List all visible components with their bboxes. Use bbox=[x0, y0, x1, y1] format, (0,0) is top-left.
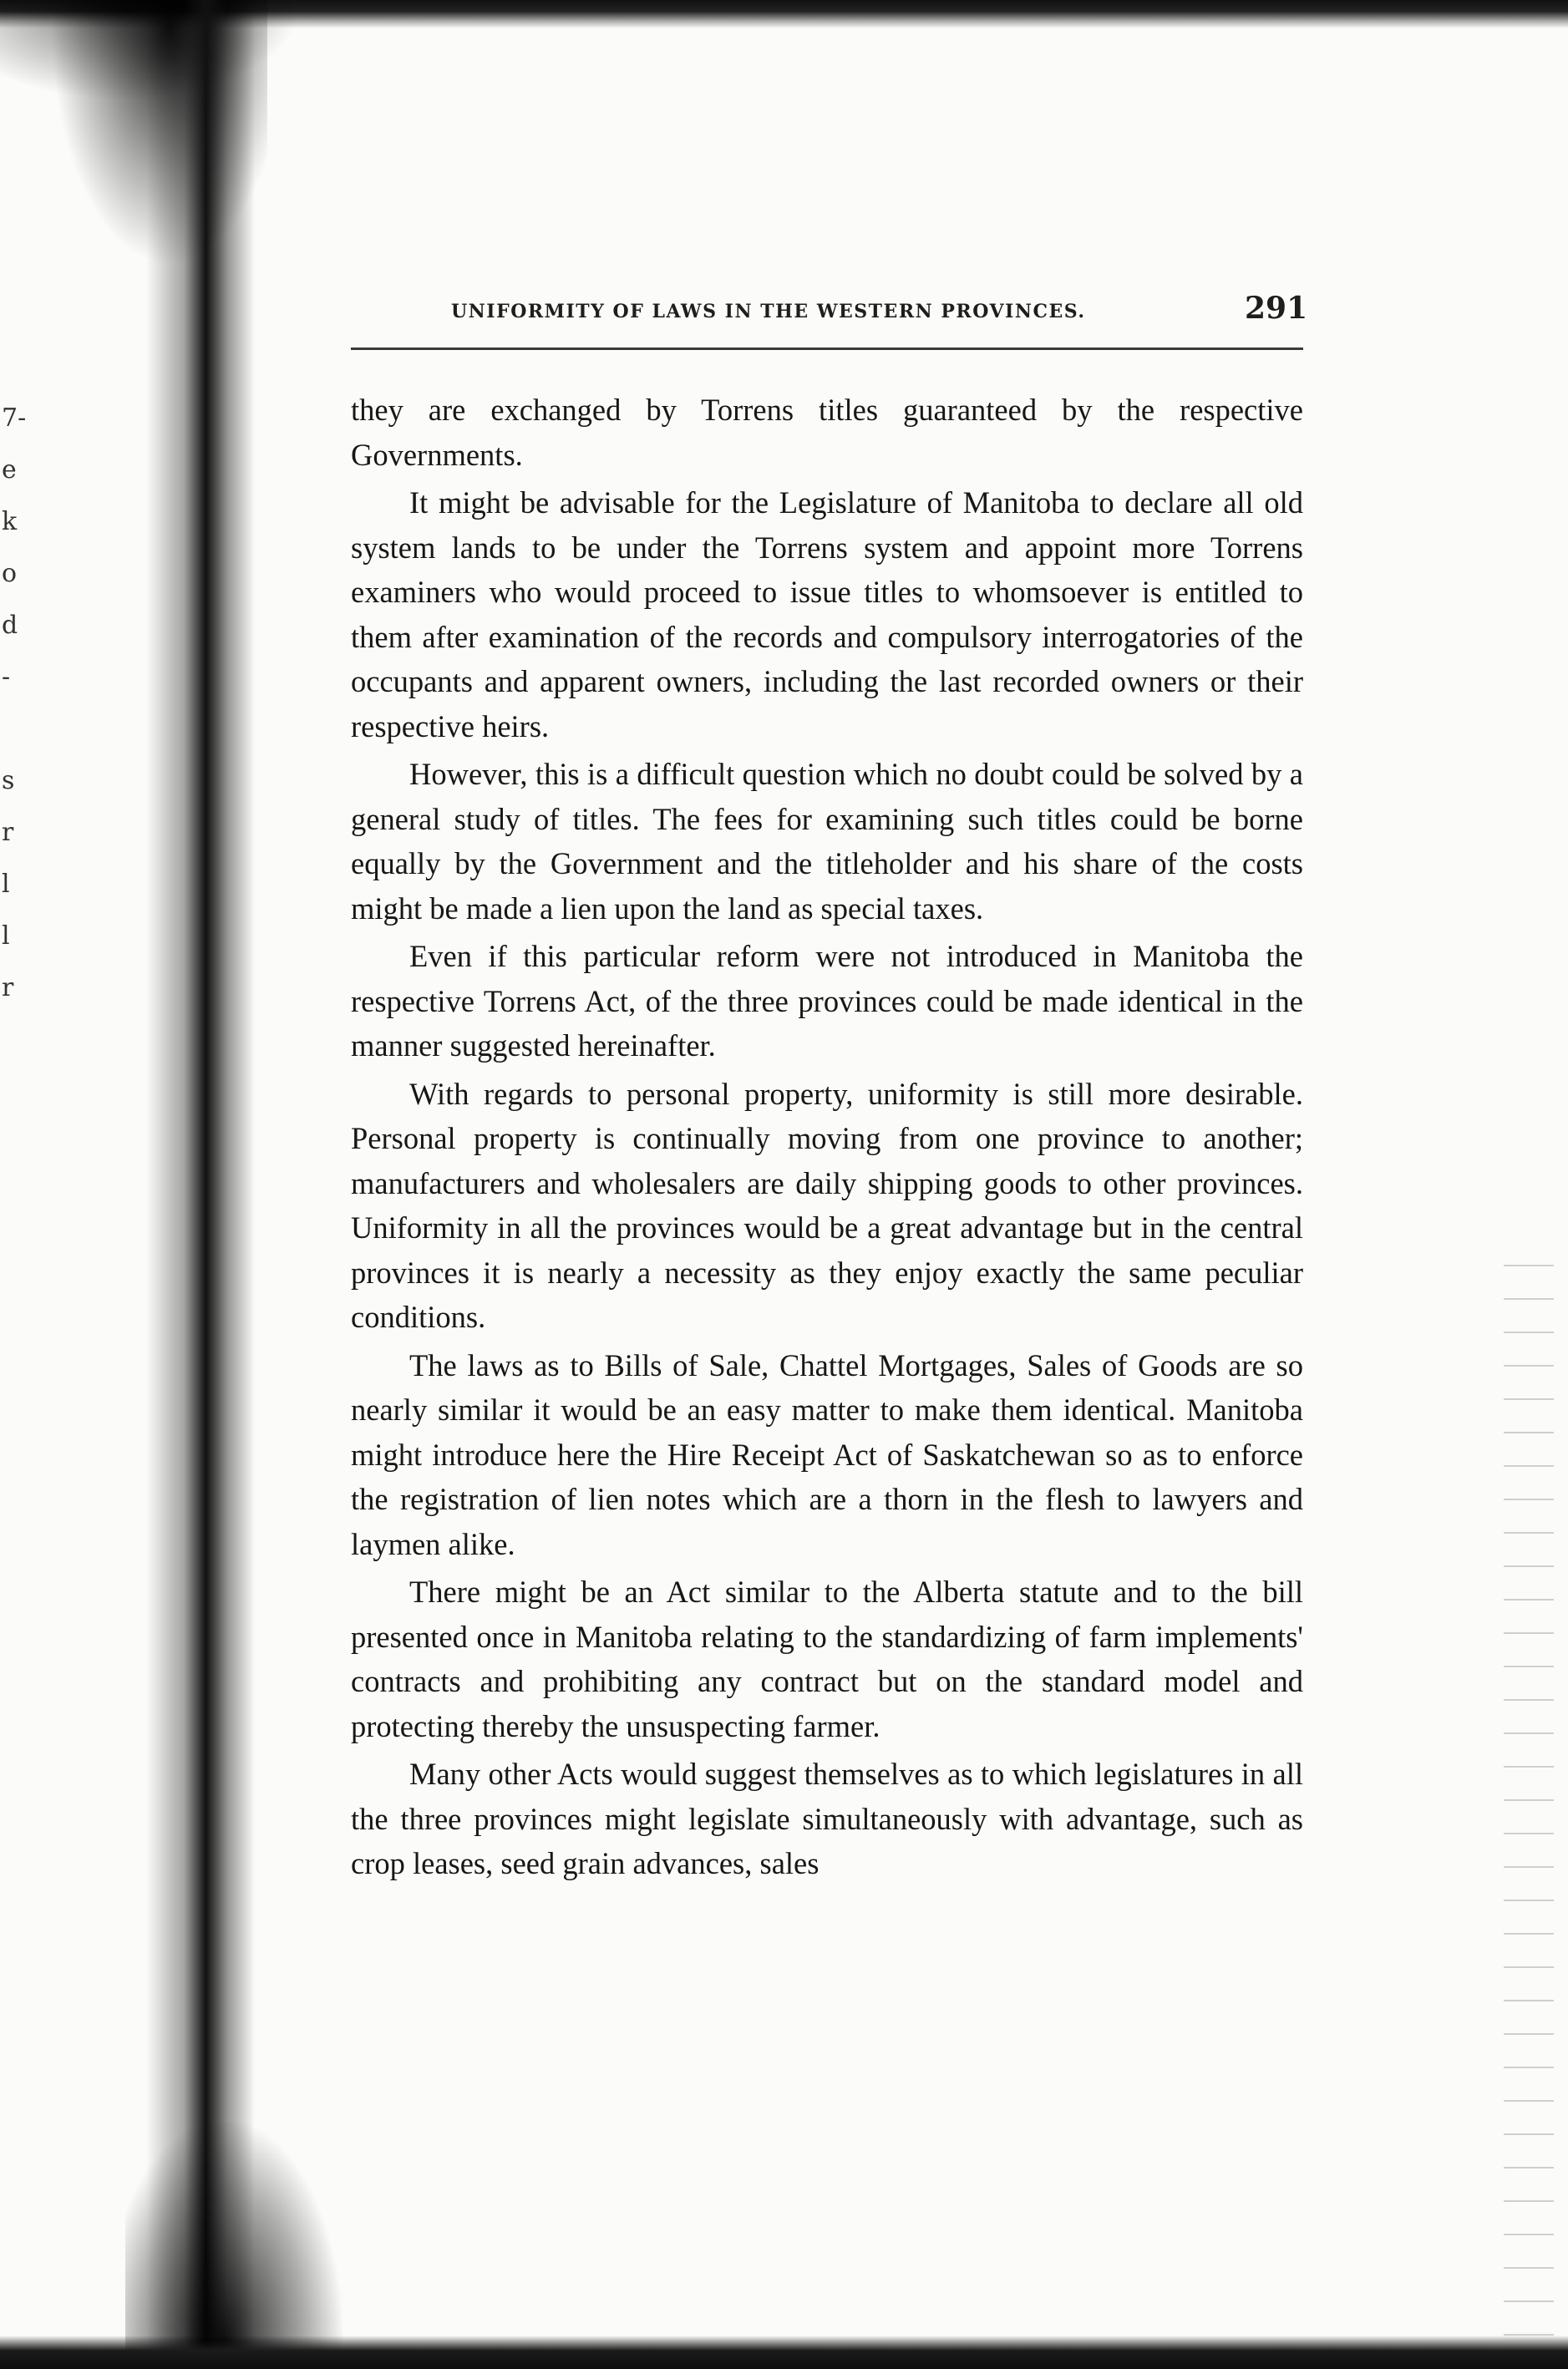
header-rule bbox=[351, 347, 1303, 350]
margin-fragment: l bbox=[2, 921, 10, 951]
margin-fragment: d bbox=[2, 611, 18, 640]
margin-fragment: r bbox=[2, 818, 14, 847]
paragraph: The laws as to Bills of Sale, Chattel Mortgages, Sales of Goods are so nearly similar it would be an easy matter to make them identical. Manitoba might introduce here the Hire Receipt Act of Saskatchewan so as to enforce the registration of lien notes which are a thorn in the flesh to lawyers and laymen alike. bbox=[351, 1347, 1303, 1561]
scan-bottom-shadow bbox=[0, 2336, 1568, 2369]
paragraph: With regards to personal property, uniformity is still more desirable. Personal property is continually moving from one province to another; manufacturers and wholesalers are daily shipping goods to other provinces. Uniformity in all the provinces would be a great advantage but in the central provinces it is nearly a necessity as they enjoy exactly the same peculiar conditions. bbox=[351, 1076, 1303, 1334]
running-head bbox=[426, 291, 1308, 332]
margin-fragment: l bbox=[2, 870, 10, 899]
paragraph: However, this is a difficult question which no doubt could be solved by a general study of titles. The fees for examining such titles could be borne equally by the Government and the titleholder and his share of the costs might be made a lien upon the land as special taxes. bbox=[351, 757, 1303, 926]
facing-page-margin-fragments bbox=[2, 393, 35, 1014]
page-number: 291 bbox=[1245, 291, 1308, 326]
paragraph: Many other Acts would suggest themselves as to which legislatures in all the three provinces might legislate simultaneously with advantage, such as crop leases, seed grain advances, sales bbox=[351, 1757, 1303, 1880]
paragraph: There might be an Act similar to the Alberta statute and to the bill presented once in Manitoba relating to the standardizing of farm implements' contracts and prohibiting any contract but on the standard model and protecting thereby the unsuspecting farmer. bbox=[351, 1575, 1303, 1743]
gutter-shadow-bottom bbox=[125, 2122, 343, 2369]
margin-fragment: o bbox=[2, 559, 18, 588]
margin-fragment: - bbox=[2, 662, 11, 692]
gutter-shadow bbox=[146, 0, 255, 2369]
margin-fragment: e bbox=[2, 455, 17, 484]
paragraph: they are exchanged by Torrens titles guaranteed by the respective Governments. bbox=[351, 393, 1303, 472]
paragraph: Even if this particular reform were not introduced in Manitoba the respective Torrens Act, of the three provinces could be made identical in the manner suggested hereinafter. bbox=[351, 939, 1303, 1063]
body-text bbox=[351, 388, 1303, 1890]
margin-fragment: r bbox=[2, 973, 14, 1002]
paragraph: It might be advisable for the Legislature of Manitoba to declare all old system lands to be under the Torrens system and appoint more Torrens examiners who would proceed to issue titles to whomsoever is entitled to them after examination of the records and compulsory interrogatories of the occupants and apparent owners, including the last recorded owners or their respective heirs. bbox=[351, 485, 1303, 743]
margin-fragment: k bbox=[2, 507, 18, 536]
margin-fragment: s bbox=[2, 766, 15, 795]
right-edge-noise bbox=[1504, 1253, 1554, 2339]
running-title: UNIFORMITY OF LAWS IN THE WESTERN PROVINCES. bbox=[451, 301, 1086, 322]
margin-fragment: 7- bbox=[2, 403, 27, 433]
